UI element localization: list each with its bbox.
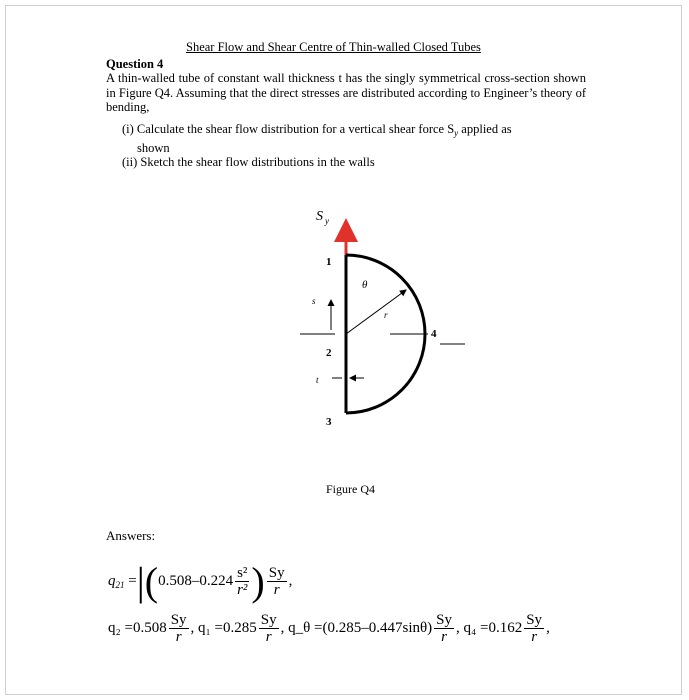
q21-sub: 21 bbox=[115, 579, 125, 590]
q21-frac-s: $\frac{\text{s²}}{\text{r²}}$ bbox=[237, 565, 248, 598]
q2-frac: $\frac{Sy}{r}$ bbox=[170, 612, 187, 645]
question-item-1 bbox=[122, 122, 512, 138]
figure-caption: Figure Q4 bbox=[326, 482, 375, 496]
t-label: t bbox=[316, 375, 319, 385]
question-heading: Question 4 bbox=[106, 57, 164, 71]
node-4-label: 4 bbox=[431, 328, 437, 340]
q21-symbol: q bbox=[108, 572, 116, 589]
item1-end: applied as bbox=[458, 122, 512, 136]
shear-force-label: S bbox=[316, 209, 323, 224]
q2-equation: q₂ =0.508 bbox=[108, 619, 167, 636]
theta-label: θ bbox=[362, 279, 368, 291]
equation-row-2: q₂ =0.508 $\frac{Sy}{r}$ , q₁ =0.285 $\frac{Sy}{r}$ , q_θ =(0.285–0.447sinθ) $\frac{Sy}{r}$ , q₄ =0.162 $\frac{Sy}{r}$ , bbox=[108, 612, 550, 645]
question-paragraph: A thin-walled tube of constant wall thickness t has the singly symmetrical cross-section shown in Figure Q4. Assuming that the direct stresses are distributed according to Engineer’s theory of bending, bbox=[106, 71, 586, 114]
qtheta-equation: q_θ =(0.285–0.447sinθ) bbox=[288, 619, 433, 636]
node-2-label: 2 bbox=[326, 347, 332, 359]
node-1-label: 1 bbox=[326, 256, 332, 268]
s-label: s bbox=[312, 296, 316, 306]
q1-frac: $\frac{Sy}{r}$ bbox=[260, 612, 277, 645]
figure-q4 bbox=[280, 200, 480, 430]
r-label: r bbox=[384, 310, 388, 320]
equation-q21: $q_{21} =|(0.508-0.224$ $\frac{\text{s²}}{\text{r²}}$ ) $\frac{Sy}{r}$ , bbox=[108, 559, 293, 604]
question-item-1-cont: shown bbox=[137, 141, 170, 155]
shear-force-sub: y bbox=[325, 216, 329, 226]
q21-frac-sy: $\frac{Sy}{r}$ bbox=[268, 565, 285, 598]
answers-label: Answers: bbox=[106, 528, 156, 543]
qtheta-frac: $\frac{Sy}{r}$ bbox=[436, 612, 453, 645]
page-title: Shear Flow and Shear Centre of Thin-walled Closed Tubes bbox=[186, 40, 481, 54]
item1-text: (i) Calculate the shear flow distribution for a vertical shear force S bbox=[122, 122, 455, 136]
q1-equation: q₁ =0.285 bbox=[198, 619, 257, 636]
radius-arrow bbox=[346, 290, 406, 334]
q21-const: 0.508–0.224 bbox=[158, 572, 234, 589]
item1-sub: y bbox=[454, 128, 459, 138]
q4-frac: $\frac{Sy}{r}$ bbox=[526, 612, 543, 645]
question-item-2: (ii) Sketch the shear flow distributions in the walls bbox=[122, 155, 375, 169]
node-3-label: 3 bbox=[326, 416, 332, 428]
q4-equation: q₄ =0.162 bbox=[463, 619, 523, 636]
